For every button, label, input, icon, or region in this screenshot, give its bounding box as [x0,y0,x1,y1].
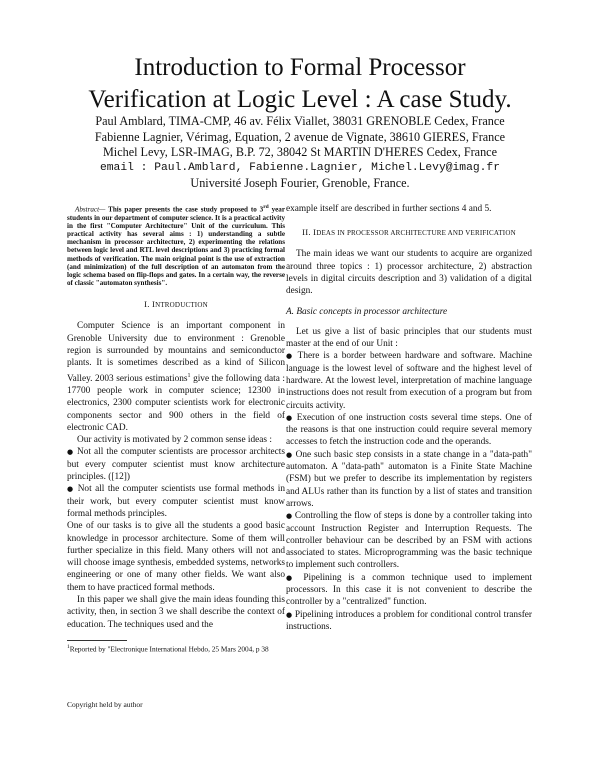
bullet-icon: ● [286,512,293,521]
footnote-marker: 1 [67,644,70,650]
right-column [286,203,532,633]
abstract-text-start: This paper presents the case study proposed to 3 [108,205,264,214]
intro-paragraph-3: One of our tasks is to give all the students a good basic knowledge in processor architecture. Some of them will further specialize in this field. Many others will not and will choose image synthesis, embedded systems, networks engineering or one of many other fields. We want also them to have practiced formal methods. [67,521,285,593]
author-line-1: Paul Amblard, TIMA-CMP, 46 av. Félix Viallet, 38031 GRENOBLE Cedex, France [95,114,505,128]
footnote [67,643,285,653]
intro-p1-text-end: give the following data : 17700 people work in computer science; 12300 in electronics, 2300 computer scientists work for electronic components sector and 900 others in the field of electronic CAD. [67,373,285,433]
principle-bullet-1 [286,350,532,411]
bullet-icon: ● [67,485,75,494]
author-line-2: Fabienne Lagnier, Vérimag, Equation, 2 avenue de Vignate, 38610 GIERES, France [94,129,506,144]
footnote-ref: 1 [187,372,191,379]
author-line-3: Michel Levy, LSR-IMAG, B.P. 72, 38042 St MARTIN D'HERES Cedex, France [102,145,498,159]
section-heading-initial: I [151,299,156,310]
section-number: I. [144,299,152,310]
footnote-rule [67,640,127,641]
principle-bullet-text: Pipelining is a common technique used to implement processors. In this case it is not convenient to describe the controller by a "centralized" function. [286,572,533,608]
principle-bullet-2 [286,412,532,449]
intro-p1-text: Computer Science is an important component in Grenoble University due to environment : Grenoble region is surrounded by mountains and semiconductor plants. It is sometimes described as a kind of Silicon Valley. 2003 serious estimations [67,321,285,384]
section-number: II. [302,227,314,238]
principle-bullet-text: One such basic step consists in a state change in a "data-path" automaton. A "data-path" automaton is a Finite State Machine (FSM) but we prefer to describe its implementation by registers and ALUs rather than its function by a list of states and transition arrows. [286,449,533,509]
left-column [67,203,285,631]
bullet-icon: ● [286,573,297,582]
intro-paragraph-4: In this paper we shall give the main ideas founding this activity, then, in section 3 we shall describe the context of education. The techniques used and the [67,595,285,630]
principle-bullet-text: Execution of one instruction costs several time steps. One of the reasons is that one instruction could require several memory accesses to fetch the instruction code and the operands. [286,412,533,448]
principle-bullet-6 [286,609,532,634]
principle-bullet-text: Controlling the flow of steps is done by a controller taking into account Instruction Register and Interruption Requests. The controller behaviour can be described by an FSM with actions associated to states. Microprogramming was the basic technique to implement such controllers. [286,511,532,571]
affiliation-line: Université Joseph Fourier, Grenoble, France. [190,176,410,190]
intro-paragraph-2: Our activity is motivated by 2 common sense ideas : [77,435,272,446]
bullet-icon: ● [286,352,294,361]
abstract-sup: rd [263,204,269,210]
section-heading-ideas [286,227,532,239]
email-line: email : Paul.Amblard, Fabienne.Lagnier, Michel.Levy@imag.fr [100,161,500,174]
footnote-text: Reported by "Electronique International Hebdo, 25 Mars 2004, p 38 [69,644,269,654]
continued-paragraph: example itself are described in further sections 4 and 5. [286,204,492,214]
section-heading-initial: I [313,227,317,238]
copyright-notice: Copyright held by author [67,700,143,709]
bullet-icon: ● [286,413,294,422]
subsection-intro: Let us give a list of basic principles that our students must master at the end of our Unit : [286,326,532,350]
title-line-1: Introduction to Formal Processor [134,54,466,81]
abstract [67,203,285,287]
intro-bullet-2 [67,483,285,520]
intro-paragraph-1 [67,320,285,434]
principle-bullet-4 [286,510,532,571]
intro-bullet-1-text: Not all the computer scientists are processor architects but every computer scientist must know architecture principles. ([12]) [67,447,286,483]
section-heading-rest: DEAS IN PROCESSOR ARCHITECTURE AND VERIFICATION [316,229,516,238]
title-line-2: Verification at Logic Level : A case Study. [88,86,512,113]
bullet-icon: ● [286,610,293,619]
abstract-text-end: year students in our department of computer science. It is a practical activity in the first "Computer Architecture" Unit of the curriculum. This practical activity has several aims : 1) understanding a subtle mechanism in processor architecture, 2) experimenting the relations between logic level and RTL level descriptions and 3) practicing formal methods of verification. The main original point is the use of extraction (and minimization) of the full description of an automaton from the logic schema based on flip-flops and gates. In a certain way, the reverse of classic "automaton synthesis". [67,205,285,288]
intro-bullet-2-text: Not all the computer scientists use formal methods in their work, but every computer scientist must know formal methods principles. [67,484,286,519]
principle-bullet-text: Pipelining introduces a problem for conditional control transfer instructions. [286,609,533,632]
author-block [0,114,600,192]
principle-bullet-3 [286,449,532,510]
section2-paragraph-1: The main ideas we want our students to acquire are organized around three topics : 1) processor architecture, 2) abstraction levels in digital circuits description and 3) validation of a digital design. [286,249,532,297]
bullet-icon: ● [67,448,74,457]
section-heading-introduction [67,299,285,311]
abstract-label: Abstract— [75,205,106,214]
section-heading-rest: NTRODUCTION [155,301,208,310]
intro-bullet-1 [67,446,285,483]
bullet-icon: ● [286,450,293,459]
principle-bullet-5 [286,572,532,609]
paper-title [0,52,600,116]
subsection-heading-a: A. Basic concepts in processor architecture [286,307,448,318]
principle-bullet-text: There is a border between hardware and software. Machine language is the lowest level of software and the highest level of hardware. At the lowest level, interpretation of machine language instructions does not result from execution of a program but from circuits activity. [286,351,532,411]
